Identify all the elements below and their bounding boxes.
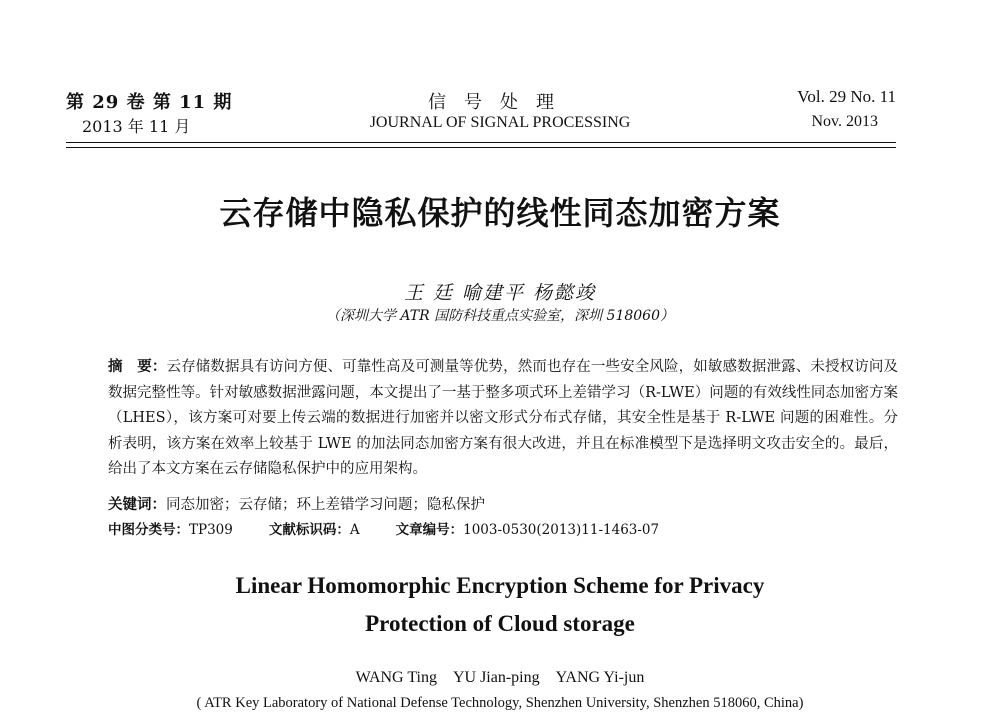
- clc-label: 中图分类号：: [108, 522, 189, 538]
- classification-line: [108, 518, 659, 538]
- paper-title-cn: 云存储中隐私保护的线性同态加密方案: [219, 194, 781, 232]
- volume-issue-en: Vol. 29 No. 11: [797, 87, 896, 106]
- date-cn: 2013 年 11 月: [82, 117, 191, 136]
- keywords-text: 同态加密；云存储；环上差错学习问题；隐私保护: [166, 497, 485, 513]
- doc-code-value: A: [349, 522, 360, 538]
- affiliation-cn: （深圳大学 ATR 国防科技重点实验室，深圳 518060）: [325, 308, 675, 324]
- header-rule-thin: [66, 147, 896, 148]
- volume-issue-cn: 第 29 卷 第 11 期: [66, 92, 233, 113]
- journal-name-en: JOURNAL OF SIGNAL PROCESSING: [369, 114, 631, 131]
- abstract-text: 云存储数据具有访问方便、可靠性高及可测量等优势，然而也存在一些安全风险，如敏感数据泄露、未授权访问及数据完整性等。针对敏感数据泄露问题，本文提出了一基于整多项式环上差错学习（R-LWE）问题的有效线性同态加密方案（LHES），该方案可对要上传云端的数据进行加密并以密文形式分布式存储，其安全性是基于 R-LWE 问题的困难性。分析表明，该方案在效率上较基于 LWE 的加法同态加密方案有很大改进，并且在标准模型下是选择明文攻击安全的。最后，给出了本文方案在云存储隐私保护中的应用架构。: [108, 359, 898, 477]
- clc-value: TP309: [189, 522, 233, 538]
- author-en-1: WANG Ting: [355, 669, 437, 686]
- article-number-label: 文章编号：: [395, 522, 464, 538]
- abstract-label: 摘 要：: [108, 359, 167, 375]
- doc-code-label: 文献标识码：: [268, 522, 350, 538]
- author-en-3: YANG Yi-jun: [555, 669, 645, 686]
- abstract: [108, 355, 898, 483]
- date-en: Nov. 2013: [811, 113, 878, 130]
- paper-title-en-text: Linear Homomorphic Encryption Scheme for Privacy Protection of Cloud storage: [235, 573, 765, 636]
- journal-name-cn: 信号处理: [428, 92, 572, 113]
- affiliation-en: ( ATR Key Laboratory of National Defense Technology, Shenzhen University, Shenzhen 518060, China): [196, 695, 804, 711]
- article-number-value: 1003-0530(2013)11-1463-07: [463, 522, 660, 538]
- header-rule-thick: [66, 142, 896, 143]
- keywords-label: 关键词：: [108, 497, 166, 513]
- authors-en: [0, 669, 1000, 687]
- authors-cn: 王 廷 喻建平 杨懿竣: [403, 282, 597, 304]
- author-en-2: YU Jian-ping: [452, 669, 540, 686]
- paper-title-en: [0, 567, 1000, 643]
- keywords: [108, 493, 485, 514]
